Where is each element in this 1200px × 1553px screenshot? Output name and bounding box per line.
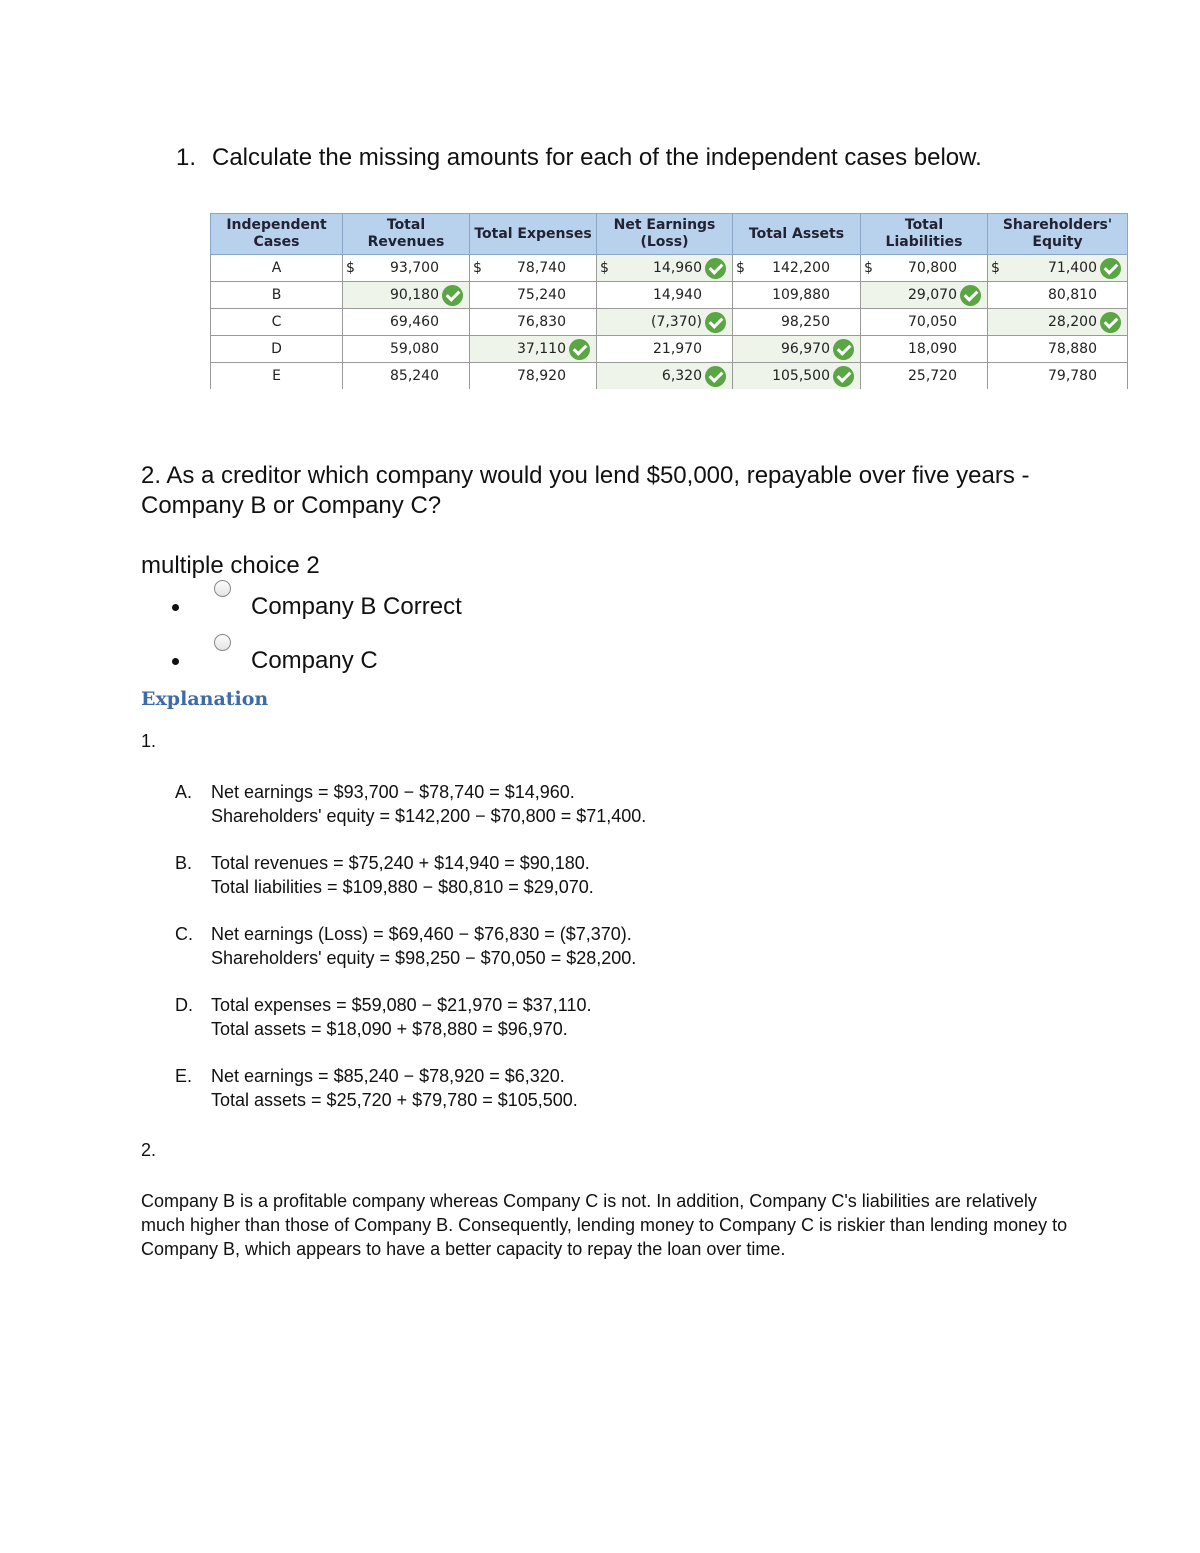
value: 105,500 xyxy=(772,368,830,384)
cell-case: B xyxy=(211,282,343,309)
cell-case: D xyxy=(211,336,343,363)
cell-liabilities xyxy=(861,255,988,282)
cell-assets: 109,880 xyxy=(733,282,861,309)
checkmark-icon xyxy=(833,339,854,360)
value: 93,700 xyxy=(390,260,439,276)
dollar-sign: $ xyxy=(346,260,355,276)
table-row xyxy=(211,282,1128,309)
cell-revenues: 69,460 xyxy=(343,309,470,336)
checkmark-icon xyxy=(833,366,854,387)
choice-label: Company B Correct xyxy=(251,593,462,620)
header-revenues: Total Revenues xyxy=(343,214,470,255)
cell-revenues xyxy=(343,255,470,282)
cell-case: A xyxy=(211,255,343,282)
dollar-sign: $ xyxy=(473,260,482,276)
checkmark-icon xyxy=(569,339,590,360)
item-letter: A. xyxy=(175,782,193,802)
question-1-number: 1. xyxy=(176,144,197,171)
item-line-2: Total assets = $25,720 + $79,780 = $105,500. xyxy=(211,1090,578,1110)
cell-expenses xyxy=(470,255,597,282)
cell-assets xyxy=(733,255,861,282)
explanation-part-2-number: 2. xyxy=(141,1140,157,1160)
explanation-heading: Explanation xyxy=(141,688,269,710)
cell-case: C xyxy=(211,309,343,336)
value: 29,070 xyxy=(908,287,957,303)
checkmark-icon xyxy=(705,366,726,387)
cell-earnings: 14,940 xyxy=(597,282,733,309)
value: 6,320 xyxy=(661,368,702,384)
cell-earnings xyxy=(597,309,733,336)
cell-assets xyxy=(733,336,861,363)
checkmark-icon xyxy=(705,312,726,333)
item-line-2: Shareholders' equity = $142,200 − $70,800 = $71,400. xyxy=(211,806,647,826)
item-line-1: Net earnings = $93,700 − $78,740 = $14,960. xyxy=(211,782,575,802)
bullet-icon xyxy=(172,604,179,611)
item-line-1: Total revenues = $75,240 + $14,940 = $90,180. xyxy=(211,853,590,873)
dollar-sign: $ xyxy=(736,260,745,276)
radio-button[interactable] xyxy=(214,580,231,597)
table-row xyxy=(211,363,1128,390)
cell-liabilities: 25,720 xyxy=(861,363,988,390)
bullet-icon xyxy=(172,658,179,665)
item-line-2: Shareholders' equity = $98,250 − $70,050 = $28,200. xyxy=(211,948,637,968)
value: 90,180 xyxy=(390,287,439,303)
cell-equity: 78,880 xyxy=(988,336,1128,363)
cell-earnings: 21,970 xyxy=(597,336,733,363)
cell-expenses: 76,830 xyxy=(470,309,597,336)
cell-expenses xyxy=(470,336,597,363)
dollar-sign: $ xyxy=(600,260,609,276)
header-assets: Total Assets xyxy=(733,214,861,255)
question-2-text: 2. As a creditor which company would you lend $50,000, repayable over five years - Company B or Company C? xyxy=(141,462,1030,519)
item-line-1: Total expenses = $59,080 − $21,970 = $37,110. xyxy=(211,995,592,1015)
radio-button[interactable] xyxy=(214,634,231,651)
cell-earnings xyxy=(597,255,733,282)
multiple-choice-label: multiple choice 2 xyxy=(141,552,320,579)
checkmark-icon xyxy=(1100,258,1121,279)
item-letter: B. xyxy=(175,853,193,873)
cell-revenues xyxy=(343,282,470,309)
value: 71,400 xyxy=(1048,260,1097,276)
cell-liabilities: 18,090 xyxy=(861,336,988,363)
cell-expenses: 75,240 xyxy=(470,282,597,309)
explanation-part-1-number: 1. xyxy=(141,731,157,751)
item-line-2: Total liabilities = $109,880 − $80,810 = $29,070. xyxy=(211,877,594,897)
value: 28,200 xyxy=(1048,314,1097,330)
value: 37,110 xyxy=(517,341,566,357)
header-liabilities: Total Liabilities xyxy=(861,214,988,255)
value: 96,970 xyxy=(781,341,830,357)
checkmark-icon xyxy=(442,285,463,306)
cell-equity: 79,780 xyxy=(988,363,1128,390)
cell-case: E xyxy=(211,363,343,390)
header-equity: Shareholders' Equity xyxy=(988,214,1128,255)
cell-equity xyxy=(988,309,1128,336)
table-row xyxy=(211,309,1128,336)
cell-expenses: 78,920 xyxy=(470,363,597,390)
item-letter: E. xyxy=(175,1066,193,1086)
dollar-sign: $ xyxy=(864,260,873,276)
value: 78,740 xyxy=(517,260,566,276)
item-line-1: Net earnings = $85,240 − $78,920 = $6,320. xyxy=(211,1066,565,1086)
table-header-row xyxy=(211,214,1128,255)
table-row xyxy=(211,336,1128,363)
value: 14,960 xyxy=(653,260,702,276)
item-line-2: Total assets = $18,090 + $78,880 = $96,970. xyxy=(211,1019,568,1039)
item-letter: C. xyxy=(175,924,193,944)
cell-liabilities: 70,050 xyxy=(861,309,988,336)
cell-equity xyxy=(988,255,1128,282)
header-earnings: Net Earnings (Loss) xyxy=(597,214,733,255)
cell-assets: 98,250 xyxy=(733,309,861,336)
question-1-text: Calculate the missing amounts for each of the independent cases below. xyxy=(212,144,982,171)
cell-liabilities xyxy=(861,282,988,309)
dollar-sign: $ xyxy=(991,260,1000,276)
cell-revenues: 59,080 xyxy=(343,336,470,363)
cell-assets xyxy=(733,363,861,390)
explanation-part-2-text: Company B is a profitable company whereas Company C is not. In addition, Company C's liabilities are relatively much higher than those of Company B. Consequently, lending money to Company C is riskier than lending money to Company B, which appears to have a better capacity to repay the loan over time. xyxy=(141,1191,1068,1259)
checkmark-icon xyxy=(960,285,981,306)
cell-earnings xyxy=(597,363,733,390)
value: 70,800 xyxy=(908,260,957,276)
checkmark-icon xyxy=(705,258,726,279)
value: (7,370) xyxy=(650,314,702,330)
choice-label: Company C xyxy=(251,647,378,674)
item-line-1: Net earnings (Loss) = $69,460 − $76,830 = ($7,370). xyxy=(211,924,632,944)
table-row xyxy=(211,255,1128,282)
header-expenses: Total Expenses xyxy=(470,214,597,255)
checkmark-icon xyxy=(1100,312,1121,333)
header-cases: Independent Cases xyxy=(211,214,343,255)
item-letter: D. xyxy=(175,995,193,1015)
independent-cases-table xyxy=(210,213,1128,389)
cell-equity: 80,810 xyxy=(988,282,1128,309)
cell-revenues: 85,240 xyxy=(343,363,470,390)
value: 142,200 xyxy=(772,260,830,276)
